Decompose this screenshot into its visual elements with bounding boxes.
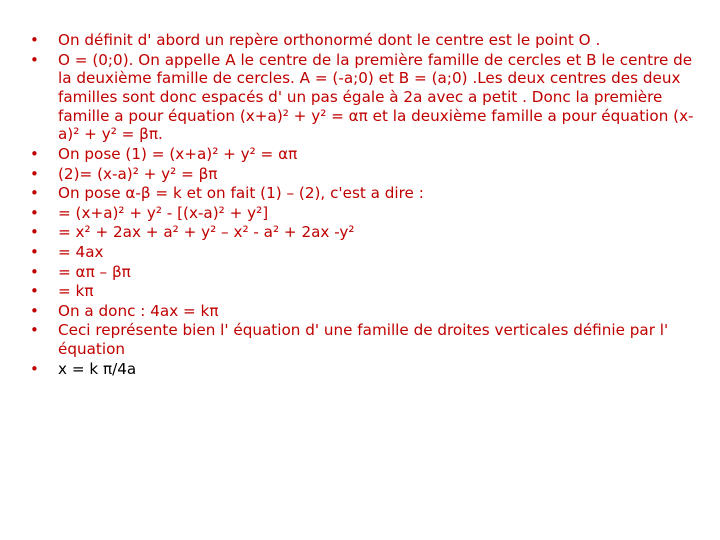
list-item-text: On a donc : 4ax = kπ bbox=[58, 301, 219, 320]
bullet-icon: • bbox=[30, 164, 39, 183]
list-item bbox=[30, 145, 700, 164]
bullet-icon: • bbox=[30, 203, 39, 222]
list-item bbox=[30, 243, 700, 262]
list-item bbox=[30, 31, 700, 50]
bullet-icon: • bbox=[30, 31, 39, 49]
bullet-icon: • bbox=[30, 359, 39, 378]
list-item bbox=[30, 282, 700, 301]
list-item-text: Ceci représente bien l' équation d' une famille de droites verticales définie par l' équation bbox=[58, 321, 669, 359]
bullet-icon: • bbox=[30, 145, 39, 163]
bullet-icon: • bbox=[30, 50, 39, 69]
list-item-text: On pose (1) = (x+a)² + y² = απ bbox=[58, 145, 298, 163]
list-item bbox=[30, 165, 700, 184]
bullet-icon: • bbox=[30, 262, 39, 281]
list-item-text: = kπ bbox=[58, 282, 94, 301]
list-item bbox=[30, 184, 700, 203]
list-item bbox=[30, 302, 700, 321]
bullet-icon: • bbox=[30, 282, 39, 301]
list-item bbox=[30, 360, 700, 379]
list-item-text: (2)= (x-a)² + y² = βπ bbox=[58, 164, 218, 183]
list-item bbox=[30, 321, 700, 358]
list-item-text: On pose α-β = k et on fait (1) – (2), c'est a dire : bbox=[58, 184, 424, 203]
list-item bbox=[30, 51, 700, 145]
list-item-text: = απ – βπ bbox=[58, 262, 131, 281]
list-item bbox=[30, 204, 700, 223]
list-item-text: = 4ax bbox=[58, 242, 104, 261]
bullet-icon: • bbox=[30, 223, 39, 242]
list-item-text: O = (0;0). On appelle A le centre de la première famille de cercles et B le centre de la deuxième famille de cercles. A = (-a;0) et B = (a;0) .Les deux centres des deux familles sont donc espacés d' un pas égale à 2a avec a petit . Donc la première famille a pour équation (x+a)² + y² = απ et la deuxième famille a pour équation (x-a)² + y² = βπ. bbox=[58, 50, 694, 144]
bullet-icon: • bbox=[30, 242, 39, 261]
list-item-text: = (x+a)² + y² - [(x-a)² + y²] bbox=[58, 203, 269, 222]
list-item bbox=[30, 263, 700, 282]
list-item-text: = x² + 2ax + a² + y² – x² - a² + 2ax -y² bbox=[58, 223, 355, 242]
bullet-list bbox=[30, 31, 700, 379]
list-item bbox=[30, 223, 700, 242]
bullet-icon: • bbox=[30, 301, 39, 320]
list-item-text: On définit d' abord un repère orthonormé dont le centre est le point O . bbox=[58, 31, 601, 49]
list-item-text: x = k π/4a bbox=[58, 359, 137, 378]
bullet-icon: • bbox=[30, 184, 39, 203]
bullet-icon: • bbox=[30, 321, 39, 340]
